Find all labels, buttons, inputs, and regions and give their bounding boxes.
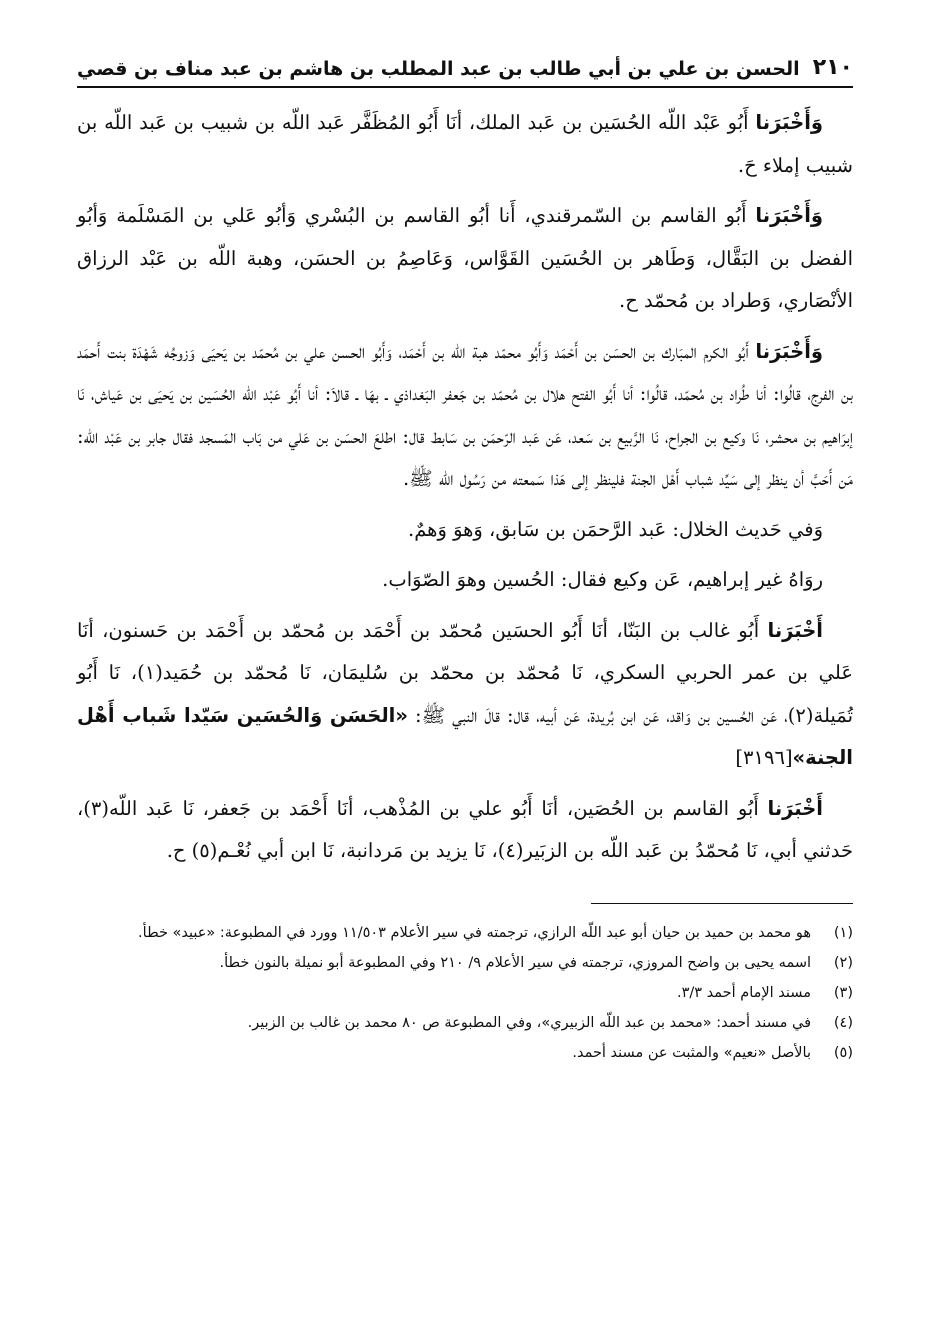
footnote-text: هو محمد بن حميد بن حيان أبو عبد اللّه الرازي، ترجمته في سير الأعلام ١١/٥٠٣ وورد في المطبوعة: «عبيد» خطأ. bbox=[138, 924, 811, 941]
paragraph-text: أَبُو عَبْد اللّه الحُسَين بن عَبد الملك، أنَا أَبُو المُظَفَّر عَبد اللّه بن شبيب بن عَبد اللّه بن شبيب إملاء حَ. bbox=[77, 111, 853, 177]
footnote-text: في مسند أحمد: «محمد بن عبد اللّه الزبيري»، وفي المطبوعة ص ٨٠ محمد بن غالب بن الزبير. bbox=[247, 1014, 811, 1031]
isnad-lead: وَأَخْبَرَنا bbox=[755, 111, 823, 134]
footnote-text: اسمه يحيى بن واضح المروزي، ترجمته في سير الأعلام ٩/ ٢١٠ وفي المطبوعة أبو نميلة بالنون خطأ. bbox=[219, 954, 811, 971]
paragraph bbox=[77, 102, 853, 187]
paragraph-text: أَبُو الكرم المبَارك بن الحسَن بن أَحْمَد وَأَبُو محمّد هبة اللّه بن أَحْمَد، وَأَبُو الحسن علي بن مُحمّد بن يَحيَى وَزوجُه شَهْدَة بنت أَحمَد بن الفرج، قالُوا: أنا طُراد بن مُحمّد، قالُوا: أنا أَبُو الفتح هلال بن مُحمّد بن جَعفر البَغداذي ـ بهَا ـ قالاَ: أنا أَبُو عَبْد اللّه الحُسَين بن يَحيَى بن عَياش، نَا إبرَاهيم بن محشر، نَا وكيع بن الجراح، نَا الرَّبيع بن سَعد، عَن عَبد الرّحمَن بن سَابط قال: اطلعَ الحسَن بن عَلي من بَاب المَسجد فقال جابر بن عَبْد اللّه: مَن أَحَبَّ أن ينظر إلى سَيِّد شباب أَهْل الجنة فلينظر إلى هَذا سَمعته من رَسُول الله ﷺ. bbox=[77, 339, 853, 490]
footnote-number: (١) bbox=[833, 924, 853, 941]
paragraph-text: أَبُو القاسم بن السّمرقندي، أَنا أبُو القاسم بن البُسْري وَأبُو عَلي بن المَسْلَمة وَأبُو الفضل بن البَقَّال، وَطَاهر بن الحُسَين القَوَّاس، وَعَاصِمُ بن الحسَن، وهبة اللّه بن عَبْد الرزاق الأنْصَاري، وَطراد بن مُحمّد ح. bbox=[77, 204, 853, 312]
hadith-number: [٣١٩٦] bbox=[735, 746, 793, 769]
paragraph-text: أَبُو غالب بن البَنّا، أنَا أَبُو الحسَين مُحمّد بن أَحْمَد بن مُحمّد بن أَحْمَد بن حَسنون، أنَا عَلي بن عمر الحربي السكري، نَا مُحمّد بن محمّد بن سُليمَان، نَا مُحمّد بن حُمَيد(١)، نَا أَبُو تُمَيلة(٢)، عَن الحُسين بن وَاقد، عَن ابن بُريدة، عَن أبيه، قال: قالَ النبي ﷺ: bbox=[77, 618, 853, 727]
footnote-number: (٣) bbox=[833, 984, 853, 1001]
footnote-text: مسند الإمام أحمد ٣/٣. bbox=[676, 984, 811, 1001]
footnote-number: (٤) bbox=[833, 1014, 853, 1031]
paragraph-text: روَاهُ غير إبراهيم، عَن وكيع فقال: الحُسين وهوَ الصّوَاب. bbox=[382, 568, 823, 591]
paragraph bbox=[77, 788, 853, 873]
page-number: ٢١٠ bbox=[812, 55, 853, 80]
footnote-number: (٢) bbox=[833, 954, 853, 971]
page-header bbox=[77, 55, 853, 88]
footnotes bbox=[77, 918, 853, 1068]
footnote-separator bbox=[591, 903, 853, 904]
footnote bbox=[77, 948, 853, 978]
footnote bbox=[77, 918, 853, 948]
footnote bbox=[77, 978, 853, 1008]
hadith-quote: «الحَسَن وَالحُسَين سَيّدا شَباب أَهْل الجنة» bbox=[77, 703, 853, 769]
paragraph bbox=[77, 331, 853, 501]
paragraph bbox=[77, 559, 853, 602]
paragraph-text: أَبُو القاسم بن الحُصَين، أنَا أَبُو علي بن المُذْهب، أنَا أَحْمَد بن جَعفر، نَا عَبد اللّه(٣)، حَدثني أبي، نَا مُحمّدُ بن عَبد اللّه بن الزبَير(٤)، نَا يزيد بن مَردانبة، نَا ابن أبي نُعْـم(٥) ح. bbox=[77, 796, 853, 862]
footnote-number: (٥) bbox=[833, 1044, 853, 1061]
isnad-lead: وَأَخْبَرَنا bbox=[755, 339, 823, 363]
running-title: الحسن بن علي بن أبي طالب بن عبد المطلب بن هاشم بن عبد مناف بن قصي bbox=[77, 58, 800, 80]
footnote bbox=[77, 1008, 853, 1038]
paragraph bbox=[77, 610, 853, 780]
paragraph-text: وَفي حَديث الخلال: عَبد الرَّحمَن بن سَابق، وَهوَ وَهمٌ. bbox=[408, 517, 823, 541]
paragraph bbox=[77, 509, 853, 552]
isnad-lead: أَخْبَرَنا bbox=[767, 618, 823, 642]
isnad-lead: أَخْبَرَنا bbox=[767, 796, 823, 820]
isnad-lead: وَأَخْبَرَنا bbox=[755, 204, 823, 227]
paragraph bbox=[77, 195, 853, 323]
footnote bbox=[77, 1038, 853, 1068]
main-text bbox=[77, 102, 853, 873]
footnote-text: بالأصل «نعيم» والمثبت عن مسند أحمد. bbox=[572, 1044, 811, 1061]
